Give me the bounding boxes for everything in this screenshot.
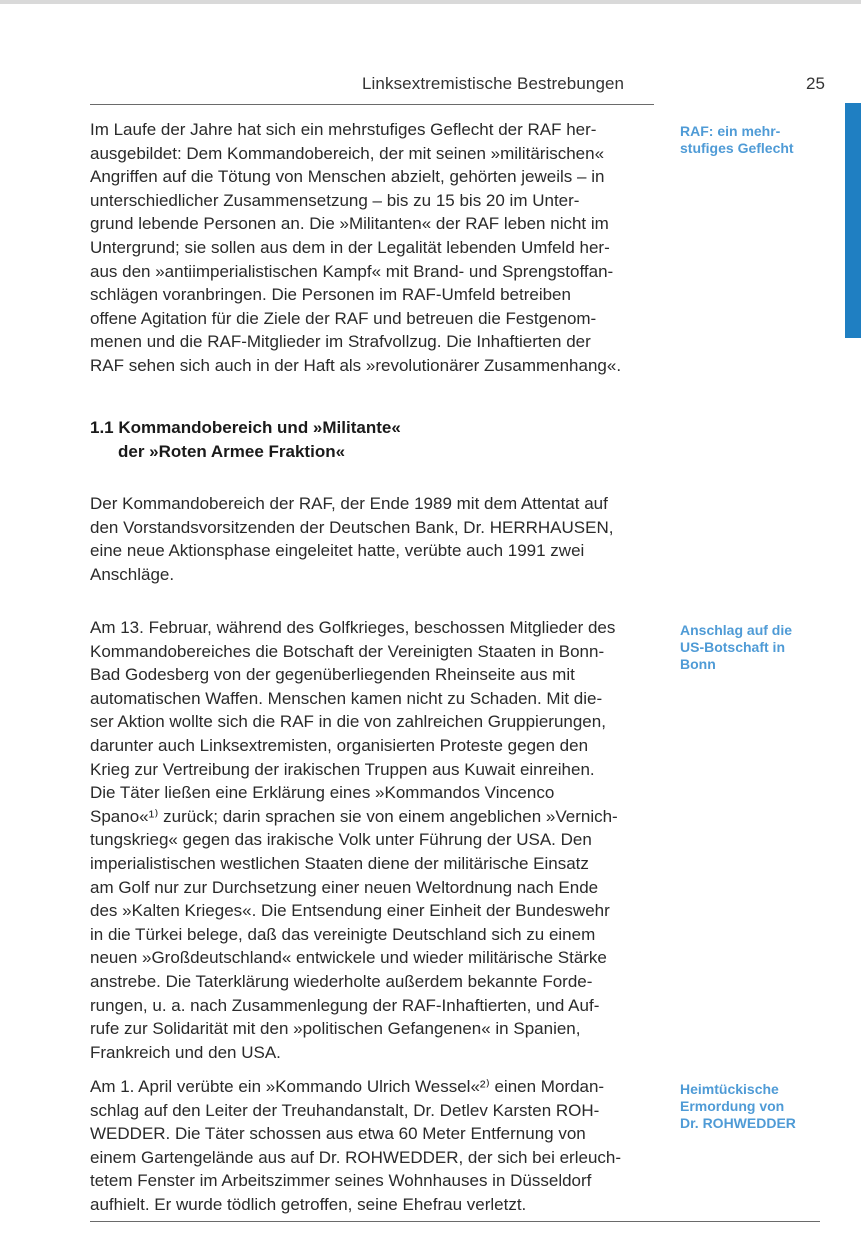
section-heading-line1: 1.1 Kommandobereich und »Militante« <box>90 418 401 437</box>
paragraph-kommandobereich: Der Kommandobereich der RAF, der Ende 1989 mit dem Attentat auf den Vorstandsvorsitzenden der Deutschen Bank, Dr. HERRHAUSEN, eine neue Aktionsphase eingeleitet hatte, verübte auch 1991 zwei Anschläge. <box>90 494 614 584</box>
paragraph-intro: Im Laufe der Jahre hat sich ein mehrstufiges Geflecht der RAF her- ausgebildet: Dem Kommandobereich, der mit seinen »militärischen« Angriffen auf die Tötung von Menschen abzielt, gehörten jeweils – in unterschiedlicher Zusammensetzung – bis zu 15 bis 20 im Unter- grund lebende Personen an. Die »Militanten« der RAF leben nicht im Untergrund; sie sollen aus dem in der Legalität lebenden Umfeld her- aus den »antiimperialistischen Kampf« mit Brand- und Sprengstoffan- schlägen voranbringen. Die Personen im RAF-Umfeld betreiben offene Agitation für die Ziele der RAF und betreuen die Festgenom- menen und die RAF-Mitglieder im Strafvollzug. Die Inhaftierten der RAF sehen sich auch in der Haft als »revolutionärer Zusammenhang«. <box>90 120 622 375</box>
page-number: 25 <box>806 74 825 93</box>
header-divider <box>90 104 654 105</box>
paragraph-rohwedder: Am 1. April verübte ein »Kommando Ulrich Wessel«²⁾ einen Mordan- schlag auf den Leiter der Treuhandanstalt, Dr. Detlev Karsten ROH- WEDDER. Die Täter schossen aus etwa 60 Meter Entfernung von einem Gartengelände aus auf Dr. ROHWEDDER, der sich bei erleuch- tetem Fenster im Arbeitszimmer seines Wohnhauses in Düsseldorf aufhielt. Er wurde tödlich getroffen, seine Ehefrau verletzt. <box>90 1077 622 1214</box>
running-title: Linksextremistische Bestrebungen <box>362 74 625 93</box>
section-heading-line2: der »Roten Armee Fraktion« <box>118 441 346 461</box>
margin-note-raf-geflecht: RAF: ein mehr- stufiges Geflecht <box>680 123 794 156</box>
footer-divider <box>90 1221 820 1222</box>
section-heading <box>90 416 652 463</box>
paragraph-us-botschaft: Am 13. Februar, während des Golfkrieges, beschossen Mitglieder des Kommandobereiches die Botschaft der Vereinigten Staaten in Bonn- Bad Godesberg von der gegenüberliegenden Rheinseite aus mit automatischen Waffen. Menschen kamen nicht zu Schaden. Mit die- ser Aktion wollte sich die RAF in die von zahlreichen Gruppierungen, darunter auch Linksextremisten, organisierten Proteste gegen den Krieg zur Vertreibung der irakischen Truppen aus Kuwait einreihen. Die Täter ließen eine Erklärung eines »Kommandos Vincenco Spano«¹⁾ zurück; darin sprachen sie von einem angeblichen »Vernich- tungskrieg« gegen das irakische Volk unter Führung der USA. Den imperialistischen westlichen Staaten diene der militärische Einsatz am Golf nur zur Durchsetzung einer neuen Weltordnung nach Ende des »Kalten Krieges«. Die Entsendung einer Einheit der Bundeswehr in die Türkei belege, daß das vereinigte Deutschland sich zu einem neuen »Großdeutschland« entwickele und wieder militärische Stärke anstrebe. Die Taterklärung wiederholte außerdem bekannte Forde- rungen, u. a. nach Zusammenlegung der RAF-Inhaftierten, und Auf- rufe zur Solidarität mit den »politischen Gefangenen« in Spanien, Frankreich und den USA. <box>90 618 618 1062</box>
chapter-edge-tab <box>845 103 861 338</box>
page-top-edge <box>0 0 861 4</box>
margin-note-rohwedder: Heimtückische Ermordung von Dr. ROHWEDDER <box>680 1081 796 1131</box>
margin-note-us-botschaft: Anschlag auf die US-Botschaft in Bonn <box>680 622 793 672</box>
